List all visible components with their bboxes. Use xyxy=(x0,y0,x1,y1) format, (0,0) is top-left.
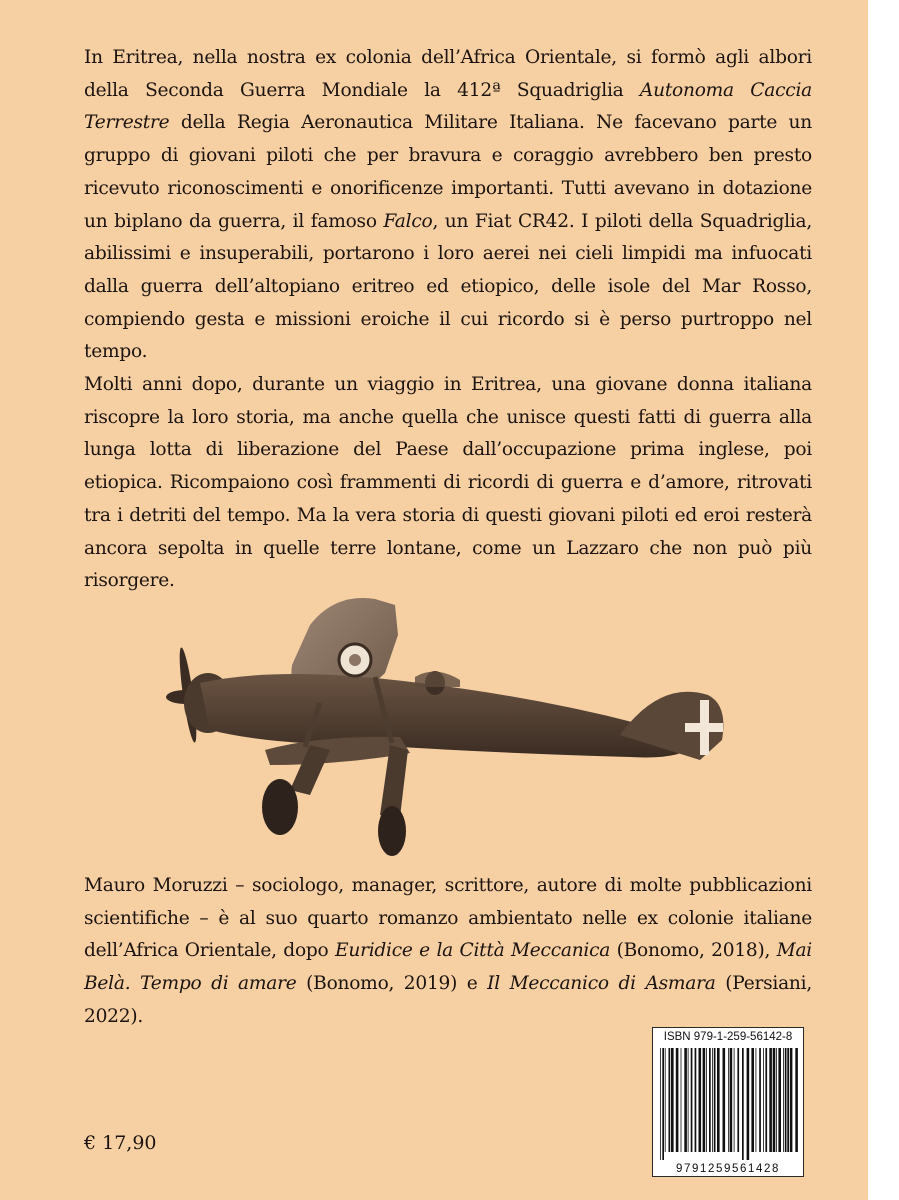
barcode-bar xyxy=(765,1048,767,1152)
barcode-bar xyxy=(795,1048,798,1152)
barcode-bar xyxy=(742,1048,744,1160)
barcode-bar xyxy=(699,1048,702,1152)
barcode-bar xyxy=(747,1048,750,1160)
barcode-bar xyxy=(773,1048,776,1152)
barcode-bar xyxy=(776,1048,777,1152)
italic-title: Euridice e la Città Meccanica xyxy=(335,940,611,962)
text-run: In Eritrea, nella nostra ex colonia dell’Africa Orientale, si formò agli albori della Seconda Guerra Mondiale la 412ª Squadriglia xyxy=(84,47,812,101)
italic-title: Falco xyxy=(383,210,433,232)
barcode-bar xyxy=(734,1048,735,1152)
barcode-bar xyxy=(681,1048,682,1152)
barcode-bar xyxy=(691,1048,693,1152)
text-run: (Persiani, 2022). xyxy=(84,973,812,1027)
synopsis-paragraph-1 xyxy=(84,42,812,369)
text-run: Mauro Moruzzi – sociologo, manager, scrittore, autore di molte pubblicazioni scientifiche – è al suo quarto romanzo ambientato nelle ex colonie italiane dell’Africa Orientale, dopo xyxy=(84,875,812,962)
barcode-bar xyxy=(763,1048,764,1152)
barcode-bar xyxy=(669,1048,671,1152)
barcode-bar xyxy=(756,1048,757,1152)
ean-digits: 9791259561428 xyxy=(676,1163,780,1175)
barcode-bar xyxy=(717,1048,720,1152)
barcode-bar xyxy=(676,1048,679,1152)
barcode-bar xyxy=(684,1048,687,1152)
text-run: della Regia Aeronautica Militare Italiana. Ne facevano parte un gruppo di giovani piloti che per bravura e coraggio avrebbero ben presto ricevuto riconoscimenti e onorificenze importanti. Tutti avevano in dotazione un biplano da guerra, il famoso xyxy=(84,112,812,232)
author-bio xyxy=(84,870,812,1034)
text-run: (Bonomo, 2019) e xyxy=(296,973,488,995)
barcode-bar xyxy=(783,1048,784,1152)
italic-title: Autonoma Caccia Terrestre xyxy=(84,79,812,134)
barcode-bar xyxy=(787,1048,789,1152)
barcode-bar xyxy=(785,1048,787,1152)
barcode-bar xyxy=(751,1048,754,1152)
barcode-bar xyxy=(737,1048,739,1152)
barcode-bar xyxy=(790,1048,793,1152)
barcode-bar xyxy=(769,1048,772,1152)
text-run: Molti anni dopo, durante un viaggio in Eritrea, una giovane donna italiana riscopre la loro storia, ma anche quella che unisce questi fatti di guerra alla lunga lotta di liberazione del Paese dall’occupazione prima inglese, poi etiopica. Ricompaiono così frammenti di ricordi di guerra e d’amore, ritrovati tra i detriti del tempo. Ma la vera storia di questi giovani piloti ed eroi resterà ancora sepolta in quelle terre lontane, come un Lazzaro che non può più risorgere. xyxy=(84,374,812,592)
barcode-bar xyxy=(728,1048,729,1152)
fiat-cr42-biplane-photo xyxy=(160,585,740,860)
synopsis xyxy=(84,42,812,598)
barcode-bar xyxy=(703,1048,706,1152)
barcode-bar xyxy=(688,1048,689,1152)
barcode-bar xyxy=(730,1048,733,1152)
barcode-bar xyxy=(723,1048,726,1152)
price: € 17,90 xyxy=(84,1132,157,1154)
barcode-bar xyxy=(759,1048,761,1152)
barcode-bar xyxy=(714,1048,716,1152)
barcode-bars xyxy=(658,1048,800,1160)
isbn-label: ISBN 979-1-259-56142-8 xyxy=(663,1031,793,1043)
barcode-bar xyxy=(665,1048,666,1152)
isbn-barcode xyxy=(652,1027,804,1177)
barcode-bar xyxy=(709,1048,711,1152)
barcode-bar xyxy=(695,1048,697,1152)
barcode-bar xyxy=(660,1048,661,1160)
barcode-bar xyxy=(671,1048,674,1152)
italic-title: Il Meccanico di Asmara xyxy=(487,973,716,995)
barcode-bar xyxy=(712,1048,713,1152)
barcode-bar xyxy=(778,1048,781,1152)
text-run: , un Fiat CR42. I piloti della Squadriglia, abilissimi e insuperabili, portarono i loro aerei nei cieli limpidi ma infuocati dalla guerra dell’altopiano eritreo ed etiopico, delle isole del Mar Rosso, compiendo gesta e missioni eroiche il cui ricordo si è perso purtroppo nel tempo. xyxy=(84,210,812,363)
text-run: (Bonomo, 2018), xyxy=(610,940,777,962)
barcode-bar xyxy=(706,1048,707,1152)
barcode-bar xyxy=(662,1048,664,1160)
author-bio-paragraph xyxy=(84,870,812,1034)
italic-title: Mai Belà. Tempo di amare xyxy=(84,940,812,995)
synopsis-paragraph-2 xyxy=(84,369,812,598)
